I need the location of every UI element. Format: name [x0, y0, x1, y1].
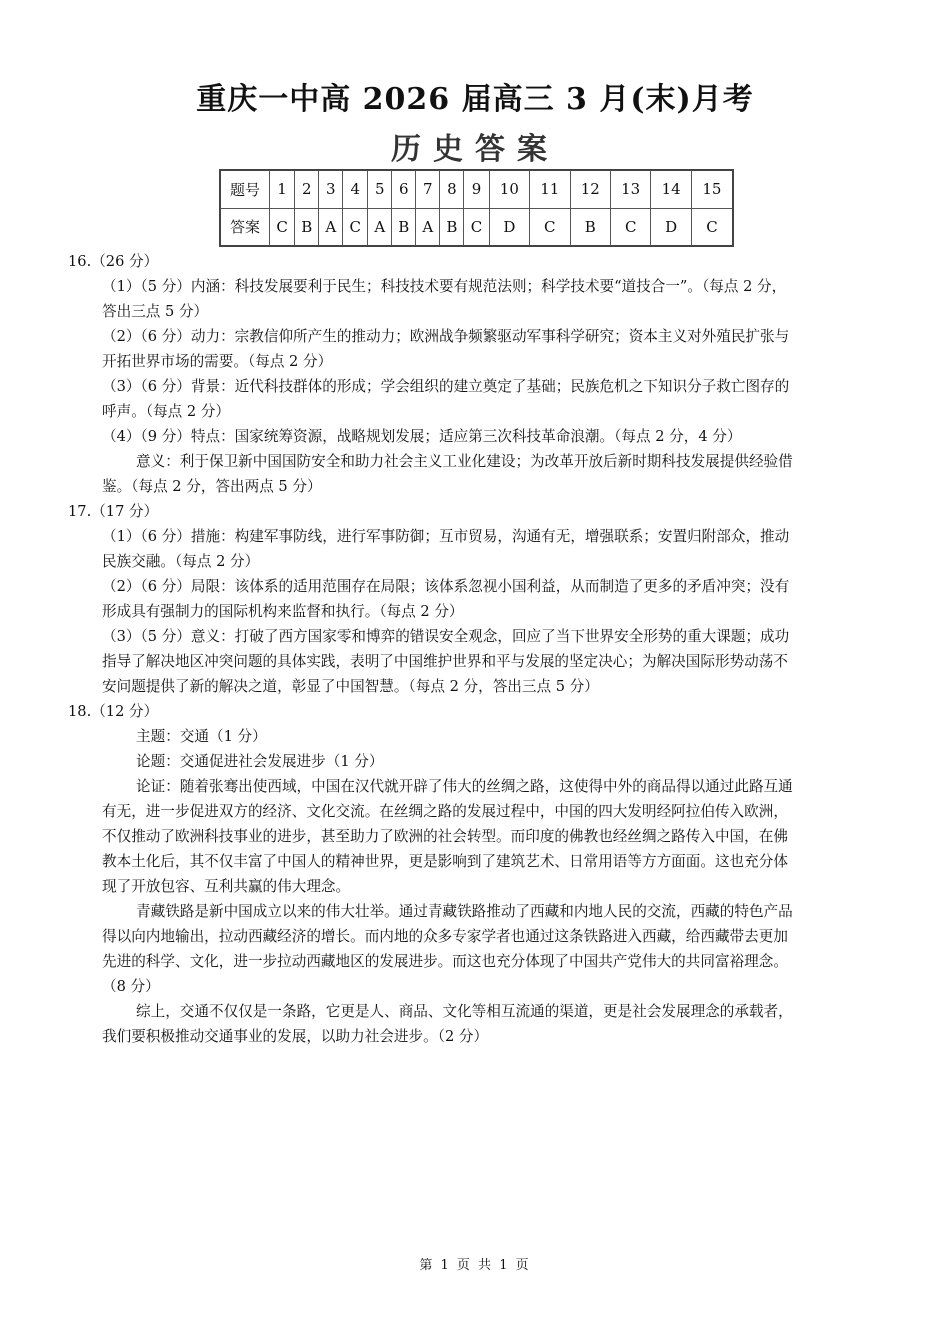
q16-heading: 16.（26 分）: [68, 253, 159, 270]
q18-heading: 18.（12 分）: [68, 703, 159, 720]
q18-argument-cont: 有无，进一步促进双方的经济、文化交流。在丝绸之路的发展过程中，中国的四大发明经阿拉伯传入欧洲，: [102, 803, 788, 820]
answer-cell: C: [530, 208, 570, 246]
answer-table: [219, 169, 734, 247]
q16-part3: （3）（6 分）背景：近代科技群体的形成；学会组织的建立奠定了基础；民族危机之下知识分子救亡图存的: [102, 378, 790, 395]
q16-part4-cont: 鉴。（每点 2 分，答出两点 5 分）: [102, 478, 322, 495]
answer-table-number-row: [220, 170, 733, 208]
answer-cell: C: [691, 208, 733, 246]
answer-cell: D: [489, 208, 529, 246]
q16-part4: （4）（9 分）特点：国家统筹资源，战略规划发展；适应第三次科技革命浪潮。（每点 2 分，4 分）: [102, 428, 742, 445]
q18-theme: 主题：交通（1 分）: [136, 728, 267, 745]
answer-cell: C: [343, 208, 368, 246]
question-number: 5: [368, 170, 392, 208]
question-number: 15: [691, 170, 733, 208]
question-number: 13: [610, 170, 650, 208]
question-number: 12: [570, 170, 610, 208]
q18-railway-cont: 先进的科学、文化，进一步拉动西藏地区的发展进步。而这也充分体现了中国共产党伟大的共同富裕理念。: [102, 953, 788, 970]
q18-railway-score: （8 分）: [102, 978, 160, 995]
answer-cell: B: [392, 208, 416, 246]
q18-summary: 综上，交通不仅仅是一条路，它更是人、商品、文化等相互流通的渠道，更是社会发展理念的承载者，: [136, 1003, 793, 1020]
question-number: 9: [464, 170, 489, 208]
answer-cell: B: [440, 208, 464, 246]
answer-cell: C: [610, 208, 650, 246]
q16-part3-cont: 呼声。（每点 2 分）: [102, 403, 231, 420]
q18-argument-cont: 现了开放包容、互利共赢的伟大理念。: [102, 878, 351, 895]
page-footer: 第 1 页 共 1 页: [419, 1258, 531, 1273]
q18-railway: 青藏铁路是新中国成立以来的伟大壮举。通过青藏铁路推动了西藏和内地人民的交流，西藏的特色产品: [136, 903, 793, 920]
question-number: 8: [440, 170, 464, 208]
answer-row-label: 答案: [220, 208, 270, 246]
answer-cell: D: [651, 208, 691, 246]
question-number: 1: [270, 170, 295, 208]
question-number: 6: [392, 170, 416, 208]
q16-part2: （2）（6 分）动力：宗教信仰所产生的推动力；欧洲战争频繁驱动军事科学研究；资本主义对外殖民扩张与: [102, 328, 790, 345]
q17-part3: （3）（5 分）意义：打破了西方国家零和博弈的错误安全观念，回应了当下世界安全形势的重大课题；成功: [102, 628, 790, 645]
question-number: 3: [319, 170, 343, 208]
q17-heading: 17.（17 分）: [68, 503, 159, 520]
question-number: 2: [295, 170, 319, 208]
q18-argument-cont: 教本土化后，其不仅丰富了中国人的精神世界，更是影响到了建筑艺术、日常用语等方方面面。这也充分体: [102, 853, 788, 870]
answer-table-answer-row: [220, 208, 733, 246]
q16-part2-cont: 开拓世界市场的需要。（每点 2 分）: [102, 353, 333, 370]
question-number: 14: [651, 170, 691, 208]
q16-part4-significance: 意义：利于保卫新中国国防安全和助力社会主义工业化建设；为改革开放后新时期科技发展提供经验借: [136, 453, 793, 470]
answer-cell: A: [319, 208, 343, 246]
answer-content: [68, 249, 886, 1049]
q18-thesis: 论题：交通促进社会发展进步（1 分）: [136, 753, 384, 770]
q18-argument-cont: 不仅推动了欧洲科技事业的进步，甚至助力了欧洲的社会转型。而印度的佛教也经丝绸之路传入中国，在佛: [102, 828, 788, 845]
question-number: 4: [343, 170, 368, 208]
answer-cell: C: [270, 208, 295, 246]
q17-part2-cont: 形成具有强制力的国际机构来监督和执行。（每点 2 分）: [102, 603, 464, 620]
q16-part1: （1）（5 分）内涵：科技发展要利于民生；科技技术要有规范法则；科学技术要“道技合一”。（每点 2 分，: [102, 278, 787, 295]
answer-cell: B: [295, 208, 319, 246]
q17-part1-cont: 民族交融。（每点 2 分）: [102, 553, 260, 570]
q18-summary-cont: 我们要积极推动交通事业的发展，以助力社会进步。（2 分）: [102, 1028, 489, 1045]
q18-railway-cont: 得以向内地输出，拉动西藏经济的增长。而内地的众多专家学者也通过这条铁路进入西藏，给西藏带去更加: [102, 928, 788, 945]
q17-part2: （2）（6 分）局限：该体系的适用范围存在局限；该体系忽视小国利益，从而制造了更多的矛盾冲突；没有: [102, 578, 790, 595]
answer-cell: A: [416, 208, 440, 246]
q17-part1: （1）（6 分）措施：构建军事防线，进行军事防御；互市贸易，沟通有无，增强联系；安置归附部众，推动: [102, 528, 790, 545]
number-row-label: 题号: [220, 170, 270, 208]
answer-cell: A: [368, 208, 392, 246]
q18-argument: 论证：随着张骞出使西域，中国在汉代就开辟了伟大的丝绸之路，这使得中外的商品得以通过此路互通: [136, 778, 793, 795]
answer-cell: B: [570, 208, 610, 246]
question-number: 10: [489, 170, 529, 208]
question-number: 7: [416, 170, 440, 208]
page-title: 重庆一中高 2026 届高三 3 月(末)月考: [196, 82, 754, 117]
page-subtitle: 历史答案: [391, 132, 559, 167]
q17-part3-cont: 指导了解决地区冲突问题的具体实践，表明了中国维护世界和平与发展的坚定决心；为解决国际形势动荡不: [102, 653, 788, 670]
question-number: 11: [530, 170, 570, 208]
answer-cell: C: [464, 208, 489, 246]
q17-part3-cont2: 安问题提供了新的解决之道，彰显了中国智慧。（每点 2 分，答出三点 5 分）: [102, 678, 599, 695]
q16-part1-cont: 答出三点 5 分）: [102, 303, 209, 320]
